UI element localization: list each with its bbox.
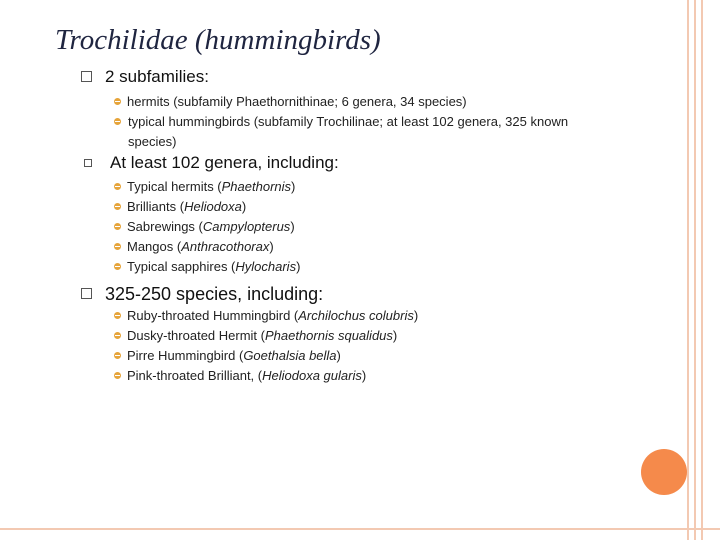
section-heading-species: 325-250 species, including: xyxy=(105,284,323,305)
bullet-icon xyxy=(114,183,121,190)
accent-circle xyxy=(641,449,687,495)
list-item: hermits (subfamily Phaethornithinae; 6 genera, 34 species) xyxy=(127,92,467,112)
checkbox-bullet-icon xyxy=(84,159,92,167)
bullet-icon xyxy=(114,312,121,319)
bullet-icon xyxy=(114,263,121,270)
list-item: Sabrewings (Campylopterus) xyxy=(127,217,295,237)
list-item: typical hummingbirds (subfamily Trochilinae; at least 102 genera, 325 known species) xyxy=(128,112,618,152)
section-heading-genera: At least 102 genera, including: xyxy=(110,153,339,173)
frame-line-bottom xyxy=(0,528,720,530)
slide-title: Trochilidae (hummingbirds) xyxy=(55,24,381,56)
list-item: Pink-throated Brilliant, (Heliodoxa gularis) xyxy=(127,366,366,386)
checkbox-bullet-icon xyxy=(81,288,92,299)
checkbox-bullet-icon xyxy=(81,71,92,82)
list-item: Dusky-throated Hermit (Phaethornis squalidus) xyxy=(127,326,397,346)
bullet-icon xyxy=(114,352,121,359)
frame-line-right xyxy=(701,0,703,540)
list-item: Pirre Hummingbird (Goethalsia bella) xyxy=(127,346,341,366)
list-item: Typical hermits (Phaethornis) xyxy=(127,177,295,197)
section-heading-subfamilies: 2 subfamilies: xyxy=(105,67,209,87)
bullet-icon xyxy=(114,203,121,210)
bullet-icon xyxy=(114,332,121,339)
list-item: Ruby-throated Hummingbird (Archilochus colubris) xyxy=(127,306,418,326)
list-item: Mangos (Anthracothorax) xyxy=(127,237,274,257)
list-item: Typical sapphires (Hylocharis) xyxy=(127,257,300,277)
frame-line-left xyxy=(687,0,689,540)
list-item: Brilliants (Heliodoxa) xyxy=(127,197,246,217)
bullet-icon xyxy=(114,223,121,230)
bullet-icon xyxy=(114,98,121,105)
frame-line-middle xyxy=(694,0,696,540)
bullet-icon xyxy=(114,243,121,250)
bullet-icon xyxy=(114,118,121,125)
bullet-icon xyxy=(114,372,121,379)
